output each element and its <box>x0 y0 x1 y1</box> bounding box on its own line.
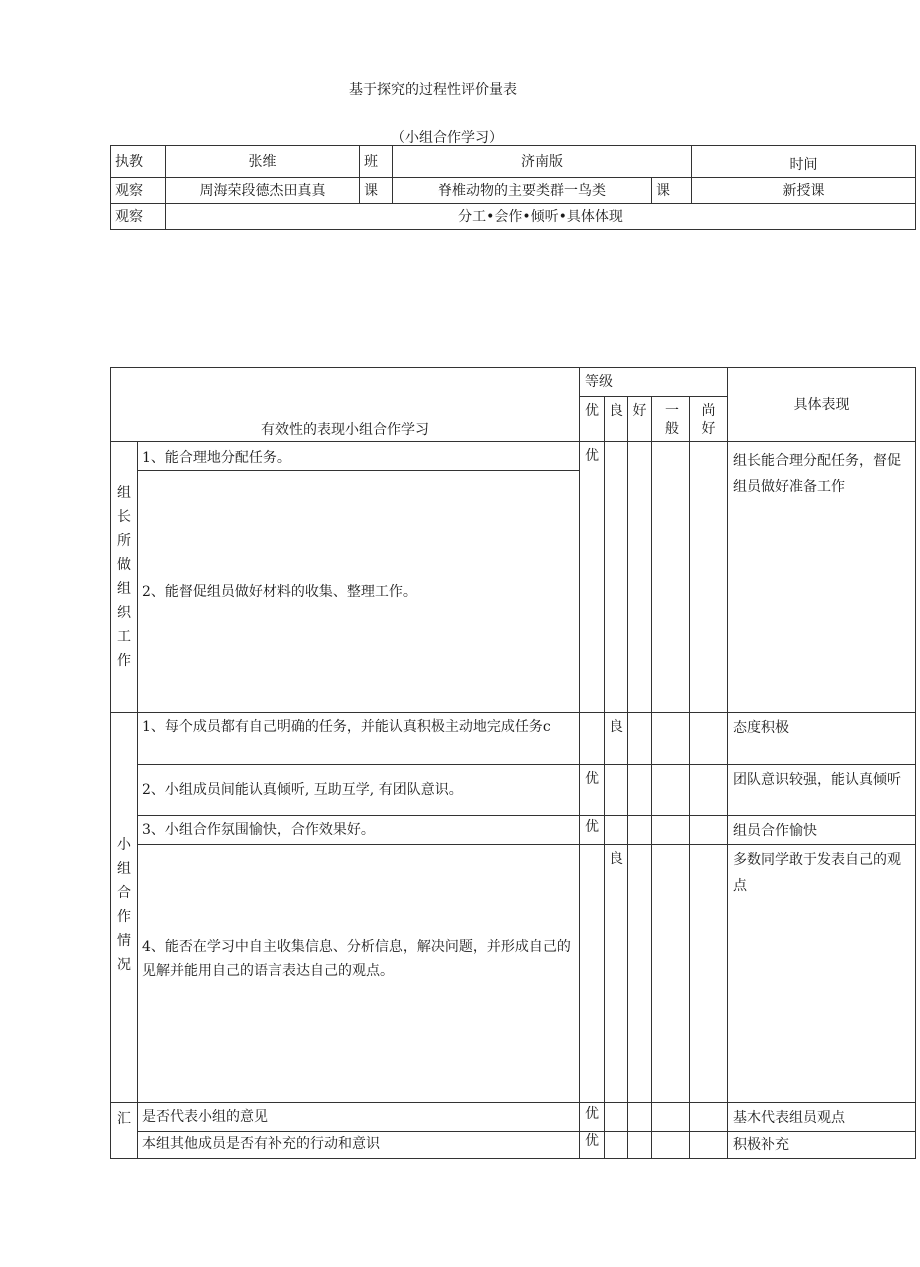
grade-cell-empty <box>628 845 652 1103</box>
observation-focus: 分工•会作•倾听•具体体现 <box>166 204 916 230</box>
evaluation-table <box>110 367 916 1159</box>
teacher-label: 执教 <box>115 153 143 170</box>
table-row <box>111 713 916 765</box>
grade-label: 等级 <box>580 368 728 397</box>
document-title: 基于探究的过程性评价量表 <box>349 82 517 98</box>
grade-cell-empty <box>628 1103 652 1132</box>
criterion-text: 本组其他成员是否有补充的行动和意识 <box>138 1132 580 1159</box>
focus-label-cell <box>111 204 166 230</box>
lesson-topic: 脊椎动物的主要类群一鸟类 <box>393 178 652 204</box>
remark-header: 具体表现 <box>728 368 916 442</box>
observer-names: 周海荣段德杰田真真 <box>166 178 360 204</box>
grade-cell-empty <box>690 845 728 1103</box>
table-row <box>111 442 916 471</box>
document-subtitle: （小组合作学习） <box>391 130 503 146</box>
table-row <box>111 845 916 1103</box>
grade-cell-empty <box>690 765 728 816</box>
criterion-text: 3、小组合作氛围愉快，合作效果好。 <box>138 816 580 845</box>
grade-mark: 良 <box>605 845 628 1103</box>
section-label-leader <box>111 442 138 713</box>
grade-mark: 良 <box>605 713 628 765</box>
time-label: 时间 <box>692 146 916 178</box>
grade-cell-empty <box>652 713 690 765</box>
grade-cell-empty <box>652 1103 690 1132</box>
remark-text: 团队意识较强，能认真倾听 <box>728 765 916 816</box>
grade-fine: 好 <box>628 397 652 442</box>
grade-cell-empty <box>628 1132 652 1159</box>
remark-text: 多数同学敢于发表自己的观点 <box>728 845 916 1103</box>
grade-mark: 优 <box>580 765 605 816</box>
teacher-label-cell <box>111 146 166 178</box>
table-row <box>111 1103 916 1132</box>
info-table <box>110 145 916 230</box>
grade-cell-empty <box>652 845 690 1103</box>
remark-text: 积极补充 <box>728 1132 916 1159</box>
table-row <box>111 816 916 845</box>
grade-cell-empty <box>605 765 628 816</box>
criterion-text: 4、能否在学习中自主收集信息、分析信息，解决问题，并形成自己的见解并能用自己的语言表达自己的观点。 <box>138 845 580 1103</box>
grade-excellent: 优 <box>580 397 605 442</box>
textbook-version: 济南版 <box>393 146 692 178</box>
grade-cell-empty <box>652 765 690 816</box>
criterion-text: 2、能督促组员做好材料的收集、整理工作。 <box>138 471 580 713</box>
effectiveness-header-cell <box>111 368 580 442</box>
lesson-type: 新授课 <box>692 178 916 204</box>
remark-text: 基木代表组员观点 <box>728 1103 916 1132</box>
info-row-focus <box>111 204 916 230</box>
grade-cell-empty <box>580 713 605 765</box>
observer-label-cell <box>111 178 166 204</box>
grade-mark: 优 <box>580 1103 605 1132</box>
section-label-cooperation <box>111 713 138 1103</box>
grade-mark: 优 <box>580 816 605 845</box>
grade-cell-empty <box>690 713 728 765</box>
class-label: 班 <box>364 153 378 170</box>
table-row <box>111 765 916 816</box>
type-label-cell <box>652 178 692 204</box>
section-label-report-text: 汇 <box>117 1111 131 1127</box>
grade-cell-empty <box>605 1103 628 1132</box>
grade-acceptable: 尚好 <box>690 397 728 442</box>
grade-cell-empty <box>628 713 652 765</box>
grade-cell-empty <box>652 1132 690 1159</box>
info-row-observer <box>111 178 916 204</box>
remark-text: 组员合作愉快 <box>728 816 916 845</box>
grade-cell-empty <box>628 765 652 816</box>
focus-label: 观察 <box>115 208 143 225</box>
grade-cell-empty <box>690 816 728 845</box>
topic-label-cell <box>360 178 393 204</box>
section-label-report <box>111 1103 138 1159</box>
grade-good: 良 <box>605 397 628 442</box>
remark-text: 组长能合理分配任务，督促组员做好准备工作 <box>728 442 916 713</box>
criterion-text: 是否代表小组的意见 <box>138 1103 580 1132</box>
grade-cell-empty <box>628 816 652 845</box>
table-row <box>111 1132 916 1159</box>
section-label-cooperation-text: 小组合作情况 <box>117 837 131 973</box>
grade-cell-empty <box>605 1132 628 1159</box>
type-label: 课 <box>656 182 670 199</box>
criterion-text: 1、每个成员都有自己明确的任务，并能认真积极主动地完成任务c <box>138 713 580 765</box>
grade-cell-empty <box>628 442 652 713</box>
grade-average: 一般 <box>652 397 690 442</box>
effectiveness-header: 有效性的表现小组合作学习 <box>261 422 429 438</box>
grade-mark: 优 <box>580 1132 605 1159</box>
grade-cell-empty <box>690 1132 728 1159</box>
grade-cell-empty <box>605 816 628 845</box>
eval-header-row-1 <box>111 368 916 397</box>
section-label-leader-text: 组长所做组织工作 <box>117 485 131 669</box>
criterion-text: 1、能合理地分配任务。 <box>138 442 580 471</box>
info-row-teacher <box>111 146 916 178</box>
criterion-text: 2、小组成员间能认真倾听, 互助互学, 有团队意识。 <box>138 765 580 816</box>
remark-text: 态度积极 <box>728 713 916 765</box>
topic-label: 课 <box>364 182 378 199</box>
grade-cell-empty <box>690 1103 728 1132</box>
grade-mark: 优 <box>580 442 605 713</box>
grade-cell-empty <box>605 442 628 713</box>
grade-cell-empty <box>580 845 605 1103</box>
observer-label: 观察 <box>115 182 143 199</box>
teacher-name: 张维 <box>166 146 360 178</box>
grade-cell-empty <box>652 816 690 845</box>
class-label-cell <box>360 146 393 178</box>
grade-cell-empty <box>652 442 690 713</box>
grade-cell-empty <box>690 442 728 713</box>
